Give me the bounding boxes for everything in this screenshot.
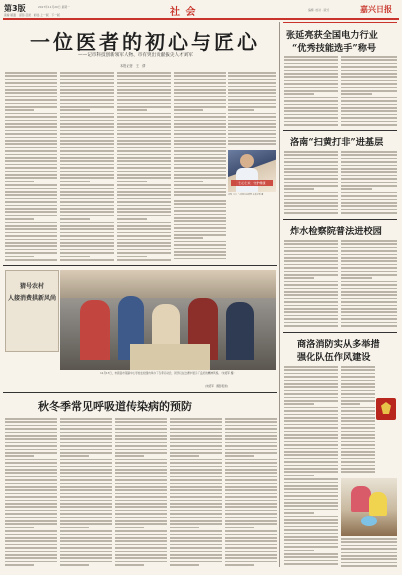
feature4-body-1: [284, 366, 338, 566]
village-heading-box: [5, 270, 59, 352]
health-body-col-5: [225, 418, 277, 568]
section-title: 社 会: [170, 7, 197, 18]
feature4-body-3: [341, 538, 397, 568]
feature1-body-2: [341, 56, 397, 126]
page-number: 第3版: [4, 4, 26, 13]
header-nav-links[interactable]: 查看·版面 返回·目录 前往·上一版 下一版: [4, 13, 60, 17]
feature2-body-1: [284, 151, 338, 215]
feature2-title: 洛南“扫黄打非”进基层: [290, 137, 384, 148]
lead-photo-caption: 仁心仁术 守护健康: [231, 180, 273, 186]
lead-body-col-2: [60, 72, 114, 262]
lead-byline: 本报记者 王 倩: [120, 64, 146, 68]
feature1-title: 张延亮获全国电力行业: [286, 30, 378, 41]
village-heading: 猜号农村: [19, 283, 44, 290]
lead-subtitle: ——记市科技创新领军人物、市有突出贡献拔尖人才刘军: [78, 53, 193, 58]
lead-body-col-3: [117, 72, 171, 262]
village-photo-credit: (朱昭军 摄影报道): [205, 385, 228, 388]
health-body-col-3: [115, 418, 167, 568]
header-right-note: 编辑 ·校对 · 版式: [308, 8, 330, 12]
header-date: 2017年11月20日 星期一: [38, 5, 70, 9]
village-heading-2: 人接消费拱新风尚: [7, 295, 56, 302]
feature4-title: 商洛消防实从多举措: [297, 339, 380, 350]
lead-side-caption: 刘军（中）与同事讨论病例 本报记者 摄: [228, 194, 264, 196]
header-rule: [3, 18, 399, 20]
health-body-col-2: [60, 418, 112, 568]
lead-body-col-5: [174, 200, 226, 262]
column-divider: [279, 22, 280, 567]
lead-photo: [228, 150, 276, 192]
lead-body-col-1: [5, 72, 57, 262]
fire-drill-photo: [341, 478, 397, 536]
feature3-body-2: [341, 240, 397, 328]
health-body-col-1: [5, 418, 57, 568]
feature4-title-2: 强化队伍作风建设: [297, 352, 371, 363]
fire-emblem-image: [376, 398, 396, 420]
village-photo: [60, 270, 276, 370]
feature3-body-1: [284, 240, 338, 328]
lead-body-col-4: [174, 72, 226, 198]
feature2-body-2: [341, 151, 397, 215]
feature3-title: 炸水检察院普法进校园: [290, 226, 382, 237]
health-title: 秋冬季常见呼吸道传染病的预防: [38, 400, 192, 413]
lead-body-col-6: [228, 72, 276, 148]
village-photo-caption: 11月17日，市商洛市某镇中心学校在校园内举办了冬季运动会，同学们在比赛中展示了良好的精神风貌。（朱昭军 摄）: [100, 372, 236, 375]
feature1-body-1: [284, 56, 338, 126]
feature1-title-2: “优秀技能选手”称号: [292, 43, 377, 54]
health-body-col-4: [170, 418, 222, 568]
lead-title: 一位医者的初心与匠心: [30, 30, 260, 54]
feature4-body-2: [341, 366, 375, 476]
masthead-logo: 嘉兴日报: [360, 4, 392, 14]
